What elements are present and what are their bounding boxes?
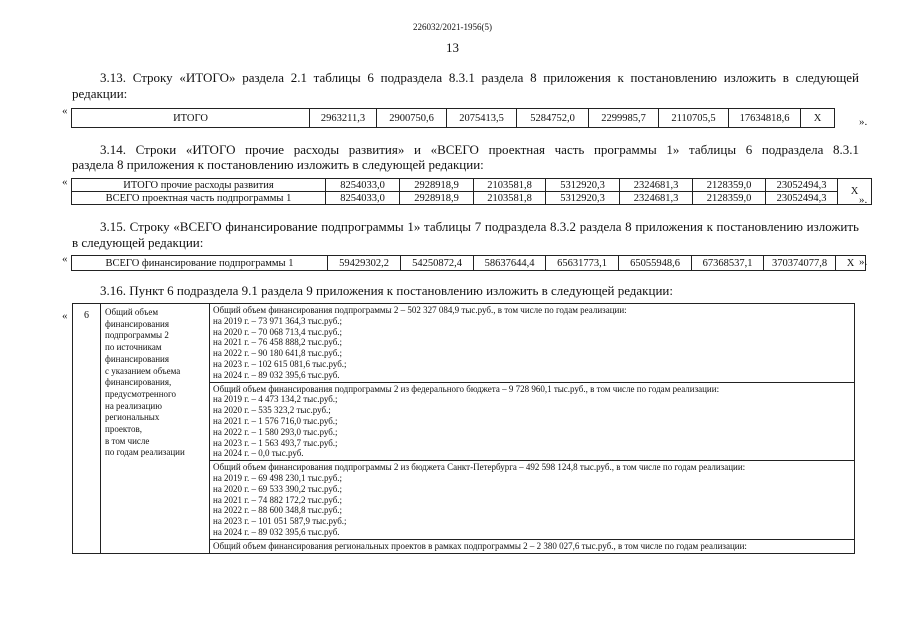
financing-details: [210, 304, 855, 554]
table-cell: 23052494,3: [766, 192, 838, 205]
name-line: проектов,: [105, 424, 142, 435]
table-cell: 8254033,0: [326, 192, 400, 205]
text-line: на 2022 г. – 88 600 348,8 тыс.руб.;: [213, 505, 343, 516]
name-line: по источникам: [105, 342, 162, 353]
financing-total-segment: [210, 304, 854, 382]
table-cell: 59429302,2: [328, 256, 401, 271]
paragraph-3-16: 3.16. Пункт 6 подраздела 9.1 раздела 9 приложения к постановлению изложить в следующей редакции:: [100, 283, 673, 298]
table-cell: Х: [838, 179, 872, 205]
text-line: на 2020 г. – 69 533 390,2 тыс.руб.;: [213, 483, 343, 494]
text-line: на 2020 г. – 70 068 713,4 тыс.руб.;: [213, 326, 343, 337]
table-cell: 2324681,3: [620, 179, 693, 192]
table-cell: 2075413,5: [447, 109, 517, 128]
table-row: [72, 256, 866, 271]
paragraph-3-14-line1: 3.14. Строки «ИТОГО прочие расходы развития» и «ВСЕГО проектная часть программы 1» таблицы 6 подраздела 8.3.1: [100, 142, 859, 157]
table-cell: 67368537,1: [692, 256, 764, 271]
row-label: ИТОГО прочие расходы развития: [72, 179, 326, 192]
text-line: на 2021 г. – 74 882 172,2 тыс.руб.;: [213, 494, 343, 505]
itogo-table: [71, 108, 835, 128]
text-line: Общий объем финансирования подпрограммы 2 из федерального бюджета – 9 728 960,1 тыс.руб., в том числе по годам реализации:: [213, 383, 720, 394]
table-cell: 5312920,3: [546, 192, 620, 205]
table-row: [72, 179, 872, 192]
text-line: Общий объем финансирования подпрограммы 2 из бюджета Санкт-Петербурга – 492 598 124,8 тыс.руб., в том числе по годам реализации:: [213, 462, 746, 473]
page-number: 13: [446, 40, 459, 55]
table-cell: 5312920,3: [546, 179, 620, 192]
table-cell: 2928918,9: [400, 179, 474, 192]
table-cell: 2128359,0: [693, 192, 766, 205]
table-cell: 2963211,3: [310, 109, 377, 128]
financing-regional-segment: [210, 539, 854, 553]
table-cell: 23052494,3: [766, 179, 838, 192]
table-cell: 2103581,8: [474, 179, 546, 192]
paragraph-3-15-line1: 3.15. Строку «ВСЕГО финансирование подпрограммы 1» таблицы 7 подраздела 8.3.2 раздела 8 приложения к постановлению изложить: [100, 219, 859, 234]
text-line: на 2024 г. – 89 032 395,6 тыс.руб.: [213, 369, 340, 380]
financing-federal-segment: [210, 382, 854, 461]
text-line: на 2019 г. – 69 498 230,1 тыс.руб.;: [213, 472, 343, 483]
table-cell: 370374077,8: [764, 256, 836, 271]
text-line: на 2024 г. – 0,0 тыс.руб.: [213, 448, 304, 459]
paragraph-3-13-line1: 3.13. Строку «ИТОГО» раздела 2.1 таблицы 6 подраздела 8.3.1 раздела 8 приложения к постановлению изложить в следующей: [100, 70, 859, 85]
text-line: на 2020 г. – 535 323,2 тыс.руб.;: [213, 405, 331, 416]
table-cell: 8254033,0: [326, 179, 400, 192]
text-line: Общий объем финансирования подпрограммы 2 – 502 327 084,9 тыс.руб., в том числе по годам реализации:: [213, 305, 627, 315]
paragraph-3-13-line2: редакции:: [72, 86, 128, 101]
quote-close: ».: [859, 256, 868, 268]
table-cell: 58637644,4: [474, 256, 546, 271]
row-label: ВСЕГО проектная часть подпрограммы 1: [72, 192, 326, 205]
table-cell: 65631773,1: [546, 256, 619, 271]
table-row: [72, 109, 835, 128]
row-label: ВСЕГО финансирование подпрограммы 1: [72, 256, 328, 271]
quote-open: «: [62, 310, 68, 322]
name-line: предусмотренного: [105, 388, 176, 399]
itogo-prochie-table: [71, 178, 872, 205]
name-line: финансирования: [105, 353, 169, 364]
table-cell: 2299985,7: [589, 109, 659, 128]
paragraph-3-14-line2: раздела 8 приложения к постановлению изложить в следующей редакции:: [72, 157, 484, 172]
text-line: на 2019 г. – 73 971 364,3 тыс.руб.;: [213, 315, 343, 326]
table-cell: Х: [801, 109, 835, 128]
name-line: с указанием объема: [105, 365, 181, 376]
text-line: на 2019 г. – 4 473 134,2 тыс.руб.;: [213, 394, 338, 405]
text-line: на 2023 г. – 101 051 587,9 тыс.руб.;: [213, 516, 347, 527]
vsego-finansirovanie-table: [71, 255, 866, 271]
name-line: Общий объем: [105, 307, 159, 317]
table-cell: 17634818,6: [729, 109, 801, 128]
quote-open: «: [62, 253, 68, 265]
paragraph-3-15-line2: в следующей редакции:: [72, 235, 204, 250]
table-cell: 2128359,0: [693, 179, 766, 192]
table-row: [72, 192, 872, 205]
text-line: на 2021 г. – 1 576 716,0 тыс.руб.;: [213, 415, 338, 426]
name-line: финансирования,: [105, 377, 172, 388]
table-cell: Х: [836, 256, 866, 271]
table-cell: 54250872,4: [401, 256, 474, 271]
financing-spb-segment: [210, 460, 854, 539]
text-line: на 2021 г. – 76 458 888,2 тыс.руб.;: [213, 337, 343, 348]
name-line: финансирования: [105, 318, 169, 329]
table-cell: 2110705,5: [659, 109, 729, 128]
item-number: 6: [73, 304, 101, 554]
table-cell: 2103581,8: [474, 192, 546, 205]
name-line: по годам реализации: [105, 447, 185, 458]
item-name: [101, 304, 210, 554]
table-row: [73, 304, 855, 554]
table-cell: 2928918,9: [400, 192, 474, 205]
name-line: региональных: [105, 412, 160, 423]
document-id: 226032/2021-1956(5): [413, 22, 492, 32]
quote-close: ».: [859, 194, 868, 206]
name-line: в том числе: [105, 435, 150, 446]
row-label: ИТОГО: [72, 109, 310, 128]
text-line: на 2023 г. – 102 615 081,6 тыс.руб.;: [213, 358, 347, 369]
quote-open: «: [62, 105, 68, 117]
text-line: на 2022 г. – 1 580 293,0 тыс.руб.;: [213, 426, 338, 437]
text-line: на 2022 г. – 90 180 641,8 тыс.руб.;: [213, 348, 343, 359]
name-line: на реализацию: [105, 400, 162, 411]
table-cell: 2900750,6: [377, 109, 447, 128]
text-line: Общий объем финансирования региональных проектов в рамках подпрограммы 2 – 2 380 027,6 тыс.руб., в том числе по годам реализации:: [213, 540, 747, 551]
text-line: на 2024 г. – 89 032 395,6 тыс.руб.: [213, 526, 340, 537]
subprogram-2-financing-table: [72, 303, 855, 554]
table-cell: 65055948,6: [619, 256, 692, 271]
quote-open: «: [62, 176, 68, 188]
table-cell: 2324681,3: [620, 192, 693, 205]
table-cell: 5284752,0: [517, 109, 589, 128]
name-line: подпрограммы 2: [105, 330, 169, 341]
quote-close: ».: [859, 116, 868, 128]
text-line: на 2023 г. – 1 563 493,7 тыс.руб.;: [213, 437, 338, 448]
